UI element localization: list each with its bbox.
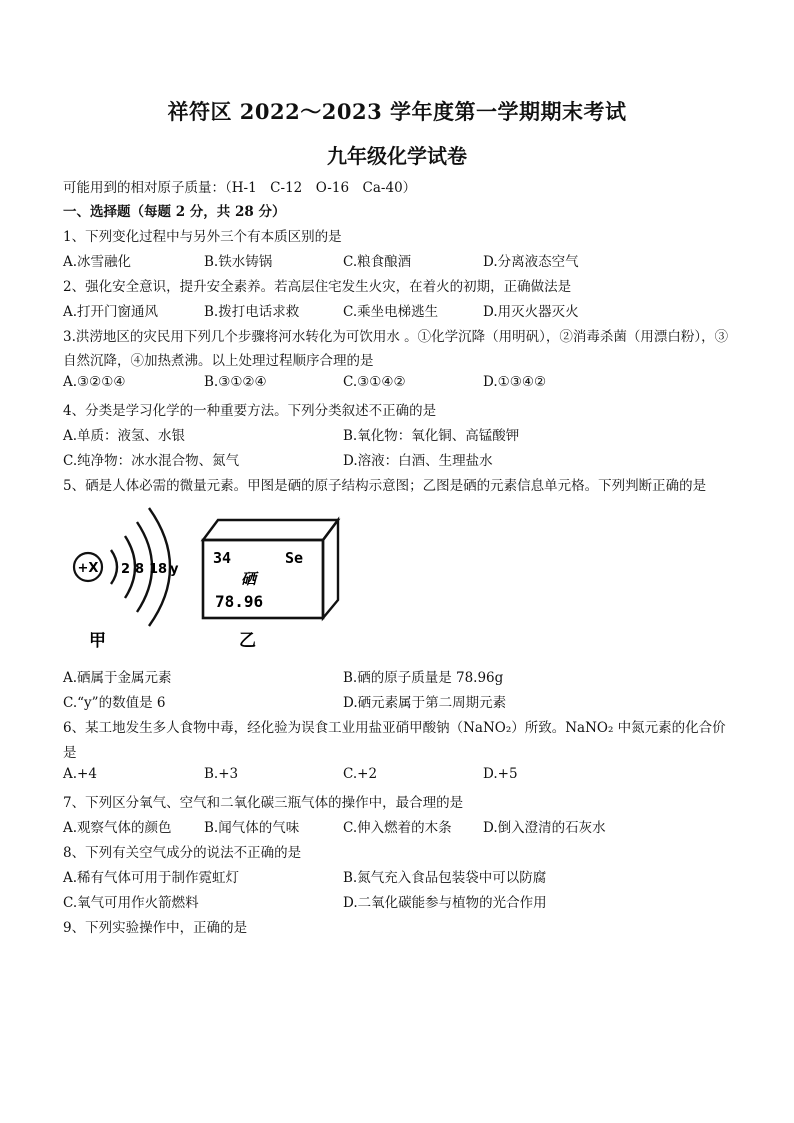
- section-heading: 一、选择题（每题 2 分，共 28 分）: [63, 204, 286, 220]
- q6-option-d: D.+5: [483, 766, 518, 782]
- q7-option-c: C.伸入燃着的木条: [343, 820, 452, 836]
- question-1-stem: 1、下列变化过程中与另外三个有本质区别的是: [63, 229, 342, 245]
- q3-option-b: B.③①②④: [204, 374, 267, 390]
- q1-option-a: A.冰雪融化: [63, 254, 132, 270]
- question-3-stem: 3.洪涝地区的灾民用下列几个步骤将河水转化为可饮用水 。①化学沉降（用明矾），②消毒杀菌（用漂白粉），③: [63, 329, 729, 345]
- q1-option-c: C.粮食酿酒: [343, 254, 412, 270]
- figure-label-a: 甲: [89, 631, 106, 651]
- question-7-stem: 7、下列区分氧气、空气和二氧化碳三瓶气体的操作中，最合理的是: [63, 795, 464, 811]
- q2-option-a: A.打开门窗通风: [63, 304, 159, 320]
- q5-option-b: B.硒的原子质量是 78.96g: [343, 670, 504, 686]
- q8-option-b: B.氮气充入食品包装袋中可以防腐: [343, 870, 547, 886]
- shell-2-electrons: 8: [135, 562, 145, 577]
- q8-option-c: C.氧气可用作火箭燃料: [63, 895, 199, 911]
- q4-option-b: B.氧化物：氧化铜、高锰酸钾: [343, 428, 520, 444]
- q3-option-c: C.③①④②: [343, 374, 406, 390]
- figure-label-b: 乙: [239, 631, 256, 651]
- question-9-stem: 9、下列实验操作中，正确的是: [63, 920, 248, 936]
- q8-option-d: D.二氧化碳能参与植物的光合作用: [343, 895, 547, 911]
- q3-option-d: D.①③④②: [483, 374, 547, 390]
- q7-option-d: D.倒入澄清的石灰水: [483, 820, 606, 836]
- selenium-figure: [63, 500, 353, 660]
- element-name: 硒: [241, 570, 257, 588]
- element-mass: 78.96: [215, 592, 264, 611]
- q4-option-c: C.纯净物：冰水混合物、氮气: [63, 453, 240, 469]
- shell-4-electrons: y: [170, 562, 179, 577]
- question-3-stem-cont: 自然沉降，④加热煮沸。以上处理过程顺序合理的是: [63, 353, 374, 369]
- question-6-stem-cont: 是: [63, 745, 77, 761]
- question-8-stem: 8、下列有关空气成分的说法不正确的是: [63, 845, 302, 861]
- q3-option-a: A.③②①④: [63, 374, 126, 390]
- q1-option-d: D.分离液态空气: [483, 254, 579, 270]
- question-4-stem: 4、分类是学习化学的一种重要方法。下列分类叙述不正确的是: [63, 403, 437, 419]
- question-6-stem: 6、某工地发生多人食物中毒，经化验为误食工业用盐亚硝甲酸钠（NaNO₂）所致。NaNO₂ 中氮元素的化合价: [63, 720, 726, 736]
- q5-option-a: A.硒属于金属元素: [63, 670, 172, 686]
- exam-subtitle: 九年级化学试卷: [327, 144, 467, 168]
- q4-option-a: A.单质：液氢、水银: [63, 428, 186, 444]
- q2-option-b: B.拨打电话求救: [204, 304, 300, 320]
- q2-option-d: D.用灭火器灭火: [483, 304, 579, 320]
- cube-top: [203, 520, 338, 540]
- element-atomic-number: 34: [213, 549, 232, 567]
- q8-option-a: A.稀有气体可用于制作霓虹灯: [63, 870, 240, 886]
- q6-option-b: B.+3: [204, 766, 239, 782]
- element-cell-diagram: [203, 520, 338, 651]
- q7-option-a: A.观察气体的颜色: [63, 820, 172, 836]
- atomic-structure-diagram: [74, 508, 179, 651]
- exam-title: 祥符区 2022～2023 学年度第一学期期末考试: [167, 99, 627, 124]
- q2-option-c: C.乘坐电梯逃生: [343, 304, 439, 320]
- q5-option-c: C.“y”的数值是 6: [63, 695, 166, 711]
- question-2-stem: 2、强化安全意识，提升安全素养。若高层住宅发生火灾，在着火的初期，正确做法是: [63, 279, 572, 295]
- shell-3-electrons: 18: [149, 562, 168, 577]
- q4-option-d: D.溶液：白酒、生理盐水: [343, 453, 493, 469]
- q1-option-b: B.铁水铸锅: [204, 254, 273, 270]
- q7-option-b: B.闻气体的气味: [204, 820, 300, 836]
- element-symbol: Se: [285, 549, 304, 567]
- shell-1-electrons: 2: [121, 562, 131, 577]
- q6-option-a: A.+4: [63, 766, 97, 782]
- electron-shell-1: [111, 550, 117, 584]
- nucleus-charge: +X: [77, 561, 99, 576]
- q5-option-d: D.硒元素属于第二周期元素: [343, 695, 507, 711]
- q6-option-c: C.+2: [343, 766, 378, 782]
- atomic-masses: 可能用到的相对原子质量：（H-1 C-12 O-16 Ca-40）: [63, 180, 417, 196]
- cube-side: [323, 520, 338, 618]
- question-5-stem: 5、硒是人体必需的微量元素。甲图是硒的原子结构示意图；乙图是硒的元素信息单元格。下列判断正确的是: [63, 478, 707, 494]
